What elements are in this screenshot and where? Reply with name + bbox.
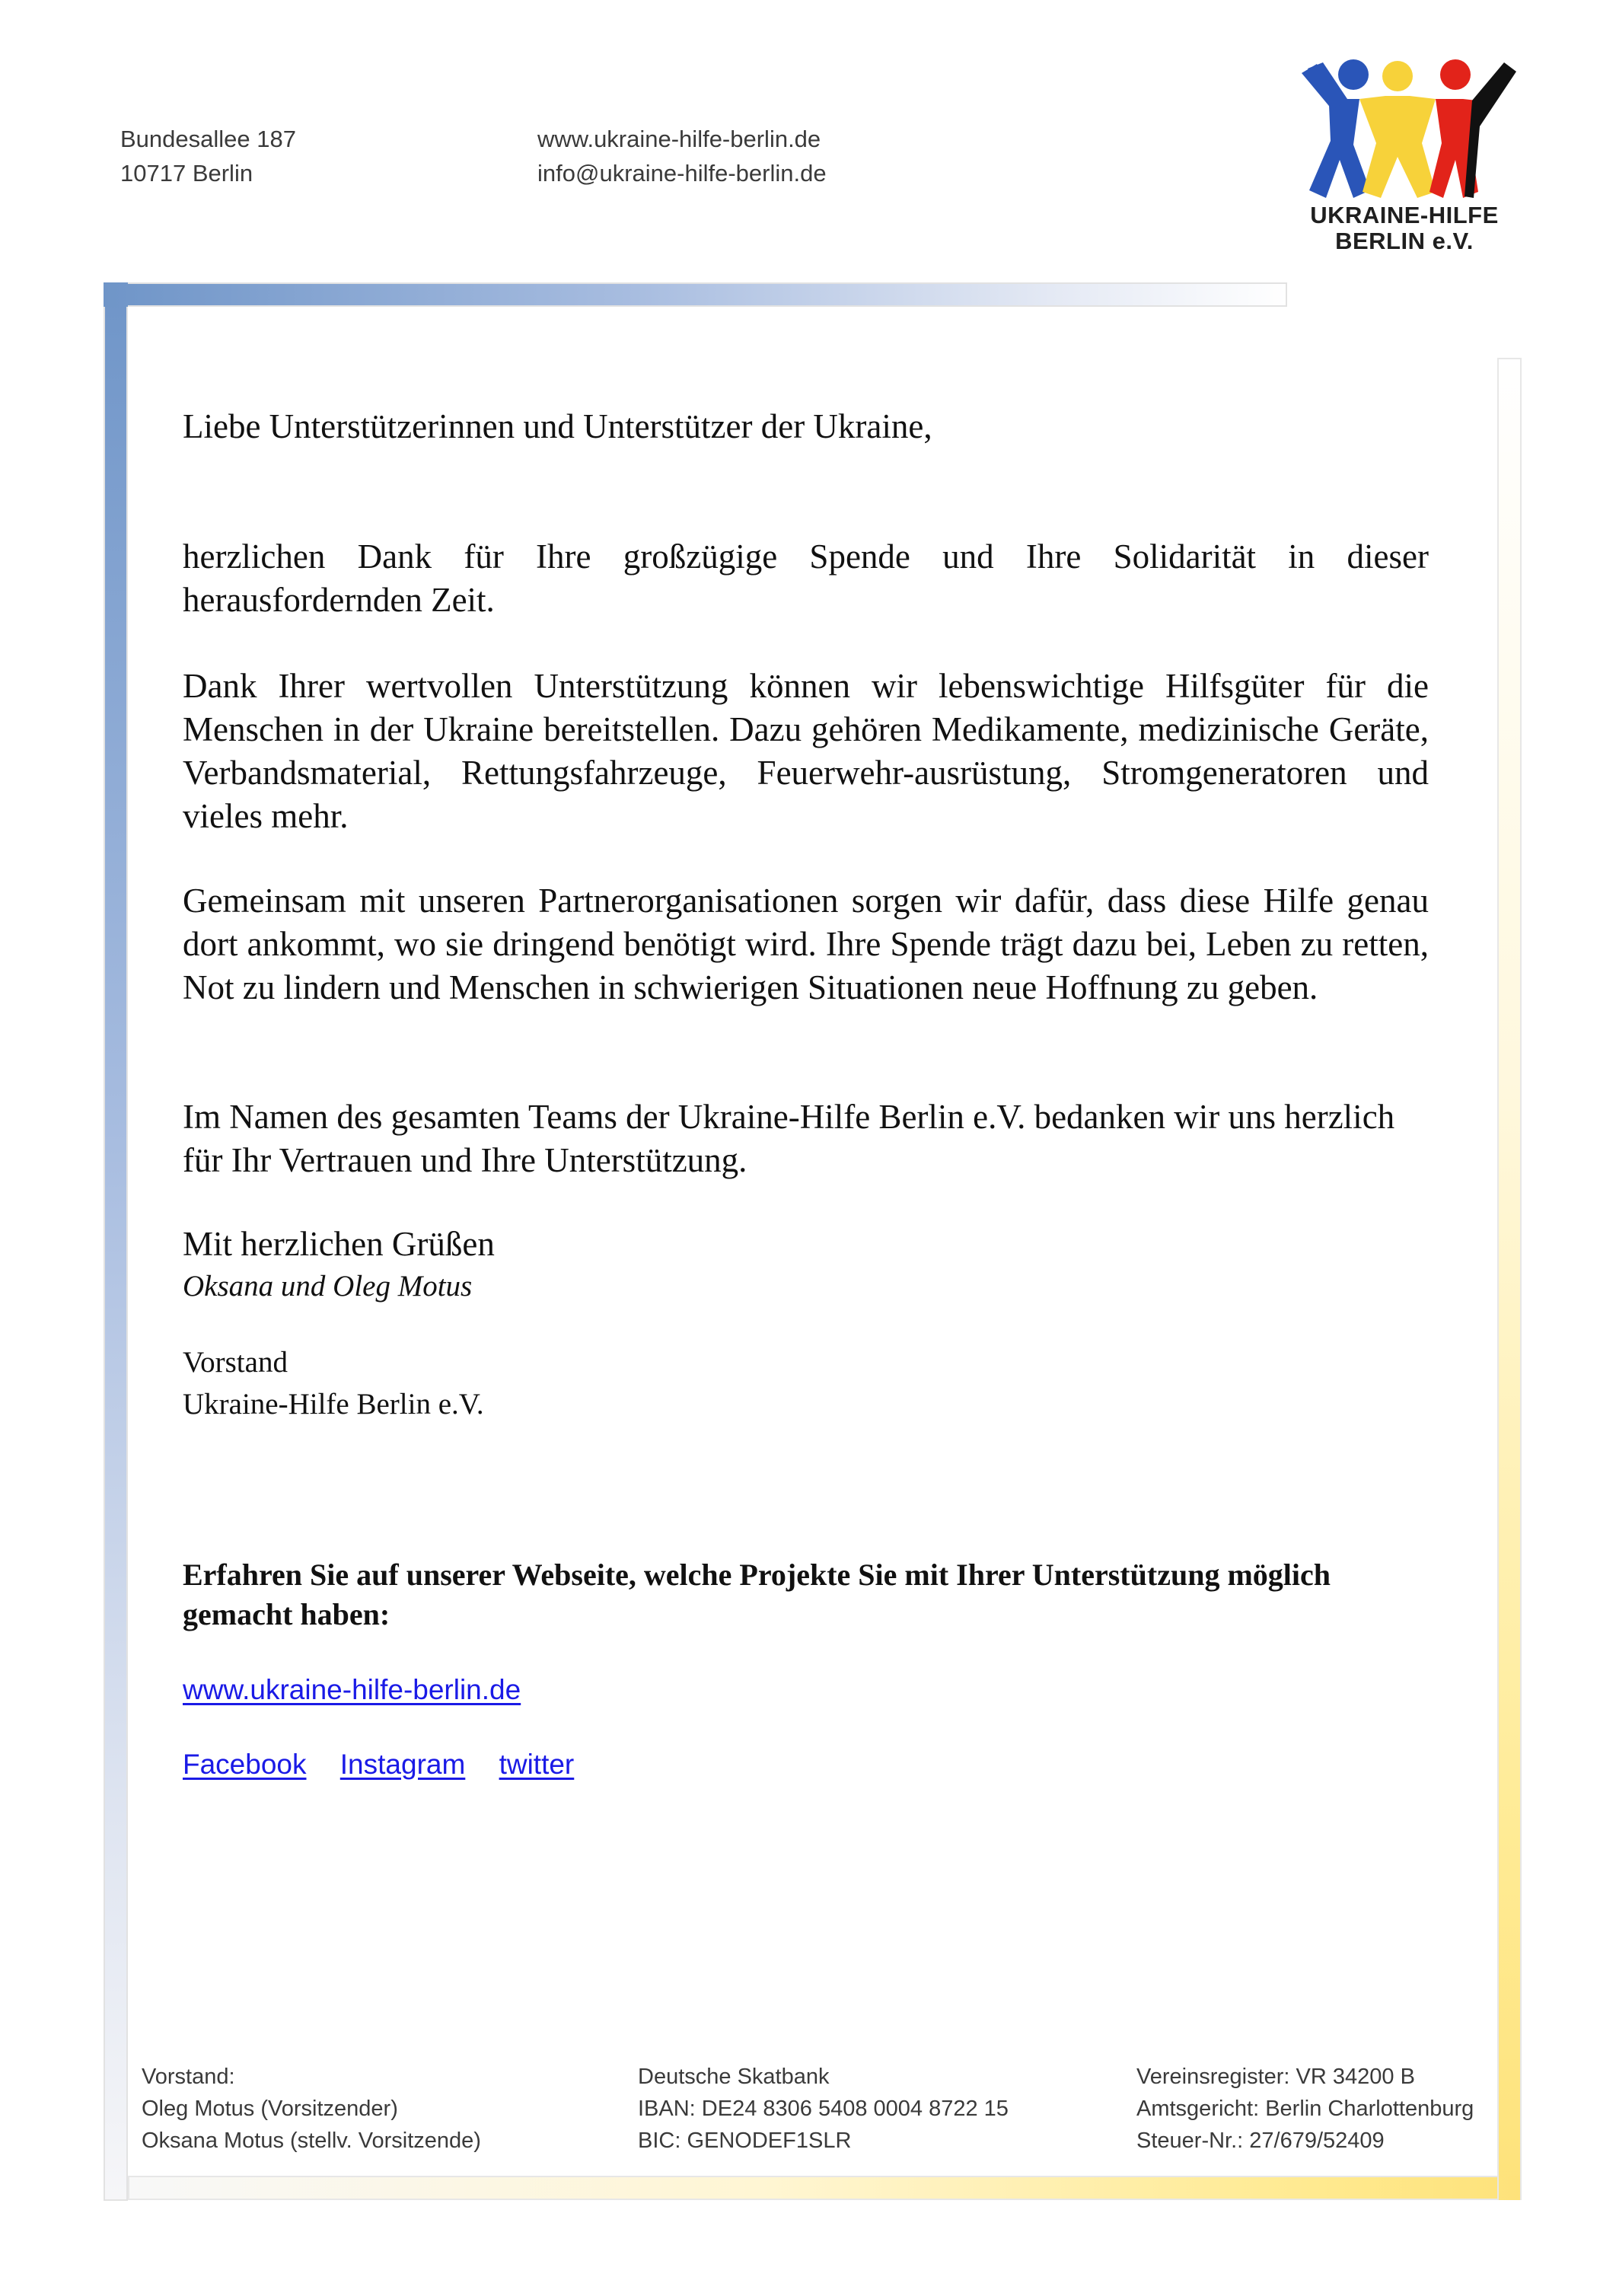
website-link[interactable]: www.ukraine-hilfe-berlin.de: [183, 1674, 521, 1705]
frame-left-edge: [104, 307, 128, 2201]
letter-paragraph-3: Gemeinsam mit unseren Partnerorganisationen sorgen wir dafür, dass diese Hilfe genau dort ankommt, wo sie dringend benötigt wird. Ihre Spende trägt dazu bei, Leben zu retten, Not zu lindern und Menschen in schwierigen Situationen neue Hoffnung zu geben.: [183, 882, 1429, 1006]
footer-iban: IBAN: DE24 8306 5408 0004 8722 15: [638, 2097, 1009, 2121]
logo-line-2: BERLIN e.V.: [1335, 228, 1474, 254]
logo-line-1: UKRAINE-HILFE: [1310, 202, 1499, 228]
facebook-link[interactable]: Facebook: [183, 1749, 307, 1780]
signer-title: Vorstand: [183, 1346, 288, 1379]
sender-contact: [537, 122, 827, 190]
sender-address: [120, 122, 296, 190]
footer-tax-number: Steuer-Nr.: 27/679/52409: [1136, 2129, 1385, 2153]
footer-bank-name: Deutsche Skatbank: [638, 2065, 830, 2089]
letter-greeting: Liebe Unterstützerinnen und Unterstützer der Ukraine,: [183, 407, 932, 445]
twitter-link[interactable]: twitter: [499, 1749, 575, 1780]
contact-website: www.ukraine-hilfe-berlin.de: [537, 126, 821, 152]
footer-board: [142, 2061, 481, 2157]
footer-board-chair: Oleg Motus (Vorsitzender): [142, 2097, 398, 2121]
address-street: Bundesallee 187: [120, 126, 296, 152]
letter-closing: Mit herzlichen Grüßen: [183, 1225, 495, 1263]
footer-bank: [638, 2061, 1009, 2157]
footer-bic: BIC: GENODEF1SLR: [638, 2129, 852, 2153]
footer-register-number: Vereinsregister: VR 34200 B: [1136, 2065, 1415, 2089]
letter-signature: Oksana und Oleg Motus: [183, 1270, 473, 1303]
address-city: 10717 Berlin: [120, 160, 253, 187]
letter-paragraph-1: herzlichen Dank für Ihre großzügige Spende und Ihre Solidarität in dieser herausfordernden Zeit.: [183, 537, 1429, 619]
contact-email: info@ukraine-hilfe-berlin.de: [537, 160, 827, 187]
instagram-link[interactable]: Instagram: [339, 1749, 466, 1780]
website-call-to-action: Erfahren Sie auf unserer Webseite, welche Projekte Sie mit Ihrer Unterstützung möglich gemacht haben:: [183, 1558, 1331, 1631]
frame-right-edge: [1497, 358, 1522, 2200]
footer-registry: [1136, 2061, 1474, 2157]
letter-paragraph-2: Dank Ihrer wertvollen Unterstützung können wir lebenswichtige Hilfsgüter für die Menschen in der Ukraine bereitstellen. Dazu gehören Medikamente, medizinische Geräte, Verbandsmaterial, Rettungsfahrzeuge, Feuerwehr-ausrüstung, Stromgeneratoren und vieles mehr.: [183, 667, 1429, 835]
footer-board-vice-chair: Oksana Motus (stellv. Vorsitzende): [142, 2129, 481, 2153]
frame-bottom-edge: [128, 2176, 1497, 2200]
logo-wordmark: [1286, 202, 1522, 254]
footer-board-heading: Vorstand:: [142, 2065, 235, 2089]
signer-role: [183, 1341, 484, 1425]
signer-organization: Ukraine-Hilfe Berlin e.V.: [183, 1388, 484, 1421]
social-links: [183, 1746, 600, 1783]
website-link-row: [183, 1672, 521, 1708]
footer-court: Amtsgericht: Berlin Charlottenburg: [1136, 2097, 1474, 2121]
logo-figure-yellow: [1359, 61, 1436, 198]
letter-paragraph-4: Im Namen des gesamten Teams der Ukraine-Hilfe Berlin e.V. bedanken wir uns herzlich für Ihr Vertrauen und Ihre Unterstützung.: [183, 1098, 1395, 1179]
frame-top-edge: [128, 282, 1287, 307]
logo-figure-black-arm: [1465, 62, 1516, 198]
